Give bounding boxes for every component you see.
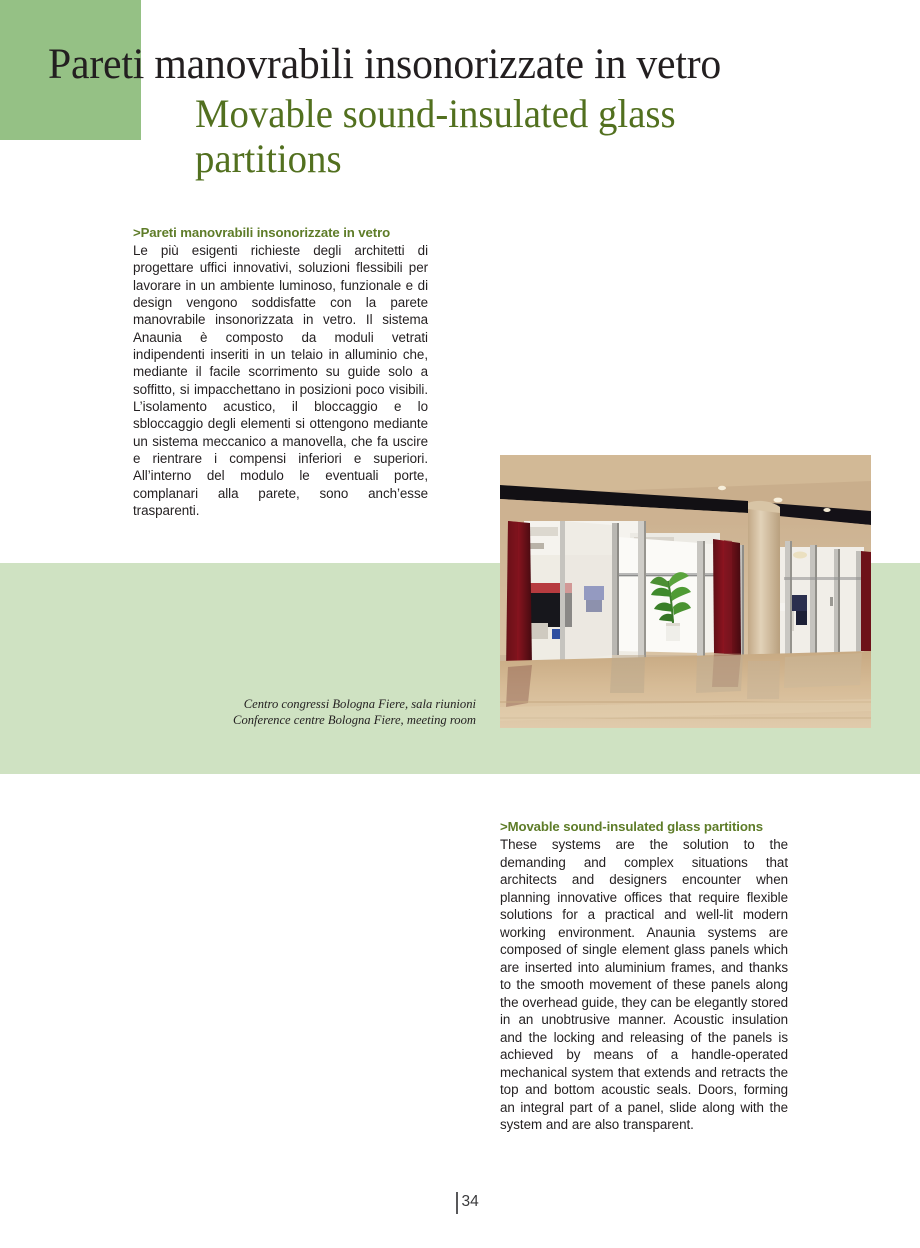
- folio-rule: [456, 1192, 458, 1214]
- page-title-block: [0, 40, 880, 181]
- page-folio: [456, 1192, 479, 1214]
- page-number: 34: [461, 1193, 479, 1210]
- photo-caption: [180, 697, 476, 728]
- page-title-italian: Pareti manovrabili insonorizzate in vetro: [48, 41, 722, 88]
- page-title-english: Movable sound-insulated glass partitions: [195, 91, 676, 181]
- english-section-body: These systems are the solution to the demanding and complex situations that architects and designers encounter when planning innovative offices that require flexible solutions for a practical and well-lit modern working environment. Anaunia systems are composed of single element glass panels which are inserted into aluminium frames, and thanks to the smooth movement of these panels along the overhead guide, they can be elegantly stored in an unobtrusive manner. Acoustic insulation and the locking and releasing of the panels is achieved by means of a handle-operated mechanical system that extends and retracts the top and bottom acoustic seals. Doors, forming an integral part of a panel, slide along with the system and are also transparent.: [500, 837, 788, 1132]
- photo-caption-english: Conference centre Bologna Fiere, meeting room: [233, 712, 476, 727]
- conference-room-glass-partitions-photo: [500, 455, 871, 728]
- italian-section-body: Le più esigenti richieste degli architetti di progettare uffici innovativi, soluzioni flessibili per lavorare in un ambiente luminoso, funzionale e di design vengono soddisfatte con la parete manovrabile insonorizzata in vetro. Il sistema Anaunia è composto da moduli vetrati indipendenti inseriti in un telaio in alluminio che, mediante il facile scorrimento su guide solo a soffitto, si impacchettano in posizioni poco visibili. L’isolamento acustico, il bloccaggio e lo sbloccaggio degli elementi si ottengono mediante un sistema meccanico a manovella, che fa uscire e rientrare i compensi inferiori e superiori. All’interno del modulo le eventuali porte, complanari alla parete, sono anch’esse trasparenti.: [133, 243, 428, 519]
- italian-section-heading: >Pareti manovrabili insonorizzate in vetro: [133, 225, 391, 240]
- photo-caption-italian: Centro congressi Bologna Fiere, sala riunioni: [243, 697, 476, 711]
- italian-text-column: [133, 224, 428, 520]
- english-section-heading: >Movable sound-insulated glass partitions: [500, 819, 763, 834]
- english-text-column: [500, 818, 788, 1134]
